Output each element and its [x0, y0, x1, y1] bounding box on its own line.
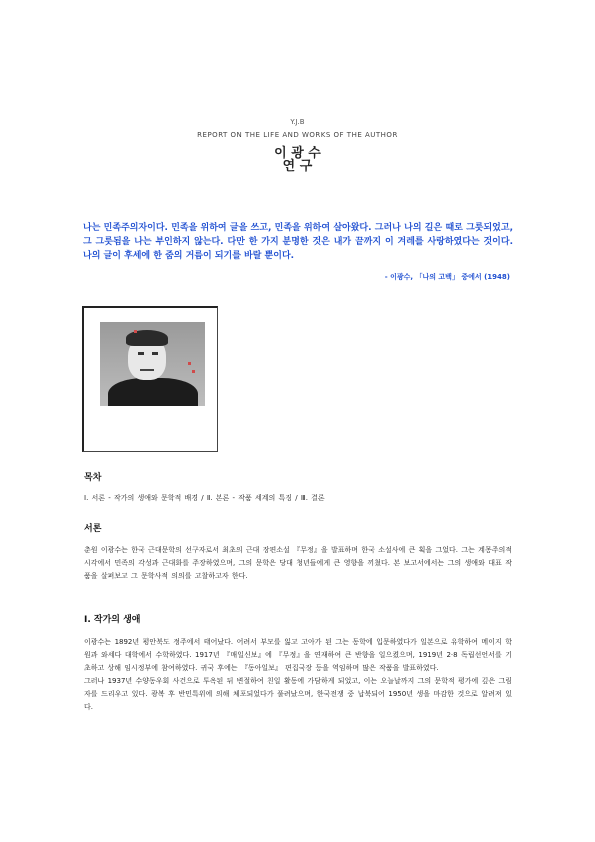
portrait-accent-mark	[192, 370, 195, 373]
section-heading-life: Ⅰ. 작가의 생애	[84, 615, 141, 625]
page-title-line-2: 연 구	[282, 159, 313, 174]
portrait-mouth	[140, 369, 154, 371]
portrait-hair	[126, 330, 168, 346]
intro-body: 춘원 이광수는 한국 근대문학의 선구자로서 최초의 근대 장편소설 『무정』을 발표하며 한국 소설사에 큰 획을 그었다. 그는 계몽주의적 시각에서 민족의 각성과 근대화를 주장하였으며, 그의 문학은 당대 청년들에게 큰 영향을 끼쳤다. 본 보고서에서는 그의 생애와 대표 작품을 살펴보고 그 문학사적 의의를 고찰하고자 한다.	[84, 546, 512, 580]
portrait-accent-mark	[134, 330, 137, 333]
page-title-line-1: 이 광 수	[274, 146, 321, 161]
epigraph-source: - 이광수, 「나의 고백」 중에서 (1948)	[384, 273, 510, 281]
portrait-accent-mark	[188, 362, 191, 365]
epigraph-quote: 나는 민족주의자이다. 민족을 위하여 글을 쓰고, 민족을 위하여 살아왔다. 그러나 나의 길은 때로 그릇되었고, 그 그릇됨을 나는 부인하지 않는다. 다만 한 가지 분명한 것은 내가 끝까지 이 겨레를 사랑하였다는 것이다. 나의 글이 후세에 한 줌의 거름이 되기를 바랄 뿐이다.	[83, 223, 513, 261]
report-subtitle: REPORT ON THE LIFE AND WORKS OF THE AUTHOR	[197, 131, 398, 139]
portrait-eye-left	[138, 352, 144, 355]
section-heading-contents: 목차	[84, 473, 102, 483]
header-small-text: Y.J.B	[290, 118, 305, 126]
life-body: 이광수는 1892년 평안북도 정주에서 태어났다. 어려서 부모를 잃고 고아가 된 그는 동학에 입문하였다가 일본으로 유학하여 메이지 학원과 와세다 대학에서 수학하였다. 1917년 『매일신보』에 『무정』을 연재하여 큰 반향을 일으켰으며, 1919년 2·8 독립선언서를 기초하고 상해 임시정부에 참여하였다. 귀국 후에는 『동아일보』 편집국장 등을 역임하며 많은 작품을 발표하였다. 그러나 1937년 수양동우회 사건으로 투옥된 뒤 변절하여 친일 활동에 가담하게 되었고, 이는 오늘날까지 그의 문학적 평가에 깊은 그림자를 드리우고 있다. 광복 후 반민특위에 의해 체포되었다가 풀려났으며, 한국전쟁 중 납북되어 1950년 생을 마감한 것으로 알려져 있다.	[84, 638, 512, 711]
section-heading-intro: 서론	[84, 524, 102, 534]
author-portrait-image	[100, 322, 205, 406]
contents-body: Ⅰ. 서론 - 작가의 생애와 문학적 배경 / Ⅱ. 본론 - 작품 세계의 특징 / Ⅲ. 결론	[84, 494, 325, 502]
portrait-suit	[108, 378, 198, 406]
portrait-eye-right	[152, 352, 158, 355]
